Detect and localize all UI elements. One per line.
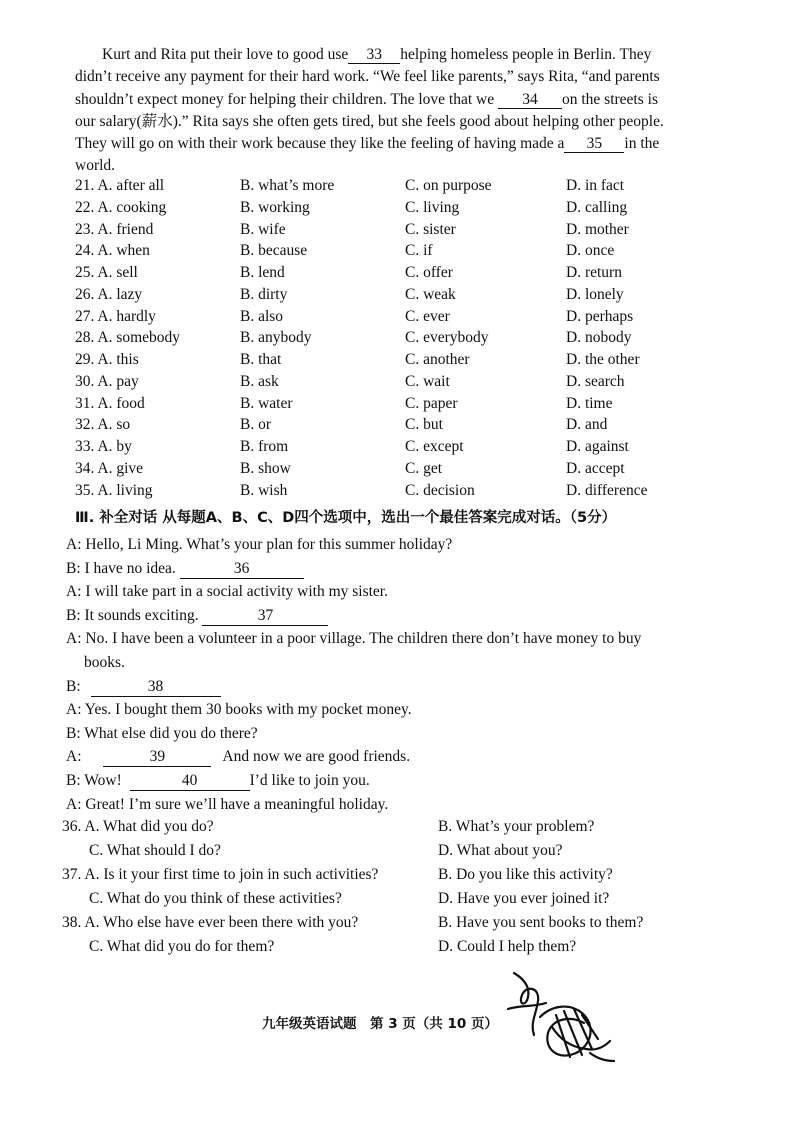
dialog-line: B: 38	[66, 675, 716, 699]
passage-line: world.	[75, 157, 116, 175]
blank-33: 33	[348, 47, 400, 64]
page-footer: 九年级英语试题 第 3 页（共 10 页）	[262, 1016, 498, 1032]
dialog-line: A: I will take part in a social activity with my sister.	[66, 583, 388, 601]
reading-passage	[75, 44, 707, 178]
blank-36: 36	[180, 560, 304, 579]
passage-line: shouldn’t expect money for helping their children. The love that we 34 on the streets is	[75, 90, 658, 108]
dialog-line: A: Yes. I bought them 30 books with my pocket money.	[66, 701, 412, 719]
blank-34: 34	[498, 92, 562, 109]
passage-line: They will go on with their work because they like the feeling of having made a 35 in the	[75, 135, 660, 153]
passage-line: Kurt and Rita put their love to good use 33 helping homeless people in Berlin. They	[102, 46, 652, 63]
blank-40: 40	[130, 772, 250, 791]
dialog-line: B: I have no idea. 36	[66, 557, 716, 581]
dialog-line: B: What else did you do there?	[66, 724, 258, 742]
section-heading: Ⅲ. 补全对话 从每题A、B、C、D四个选项中，选出一个最佳答案完成对话。（5分）	[75, 510, 617, 526]
blank-37: 37	[202, 607, 328, 626]
passage-line: didn’t receive any payment for their hard work. “We feel like parents,” says Rita, “and parents	[75, 68, 660, 86]
dialog-line: books.	[84, 653, 125, 671]
dialogue	[66, 533, 716, 816]
passage-line: our salary(薪水).” Rita says she often gets tired, but she feels good about helping other people.	[75, 112, 664, 130]
dialog-line: A: No. I have been a volunteer in a poor village. The children there don’t have money to buy	[66, 630, 642, 648]
blank-39: 39	[103, 748, 211, 767]
dialog-line: B: It sounds exciting. 37	[66, 604, 716, 628]
dialog-line: B: Wow! 40 I’d like to join you.	[66, 771, 370, 789]
blank-38: 38	[91, 678, 221, 697]
dialog-line: A: Hello, Li Ming. What’s your plan for this summer holiday?	[66, 536, 453, 553]
blank-35: 35	[564, 136, 624, 153]
dialog-line: A: 39 And now we are good friends.	[66, 748, 411, 766]
exam-page: Kurt and Rita put their love to good use 33 helping homeless people in Berlin. They didn’t receive any payment for their hard work. “We feel like parents,” says Rita, “and parents shouldn’t expect money for helping their children. The love that we 34 on the streets is our salary(薪水).” Rita says she often gets tired, but she feels good about helping other people. They will go on with their work because they like the feeling of having made a 35 in the world. 21. A. after all B. what’s more C. on purpose D. in fact 22. A. cooking B. working C. living D. calling 23. A. friend B. wife C. sister D. mother 24. A. when B. because C. if D. once 25. A. sell B. lend C. offer D. return 26. A. lazy B. dirty C. weak D. lonely 27. A. hardly B. also C. ever D. perhaps 28. A. somebody B. anybody C. everybody D. nobody 29. A. this B. that C. another D. the other 30. A. pay B. ask C. wait D. search 31. A. food B. water C. paper D. time 32. A. so B. or C. but D. and 33. A. by B. from C. except D. against 34. A. give B. show C. get D. accept 35. A. living B. wish C. decision D. difference Ⅲ. 补全对话 从每题A、B、C、D四个选项中，选出一个最佳答案完成对话。（5分） A: Hello, Li Ming. What’s your plan for this summer holiday? B: I have no idea. 36 A: I will take part in a social activity with my sister. B: It sounds exciting. 37 A: No. I have been a volunteer in a poor village. The children there don’t have money to buy books. B: 38 A: Yes. I bought them 30 books with my pocket money. B: What else did you do there? A: 39 And now we are good friends. B: Wow! 40 I’d like to join you. A: Great! I’m sure we’ll have a meaningful holiday. 36. A. What did you do? B. What’s your problem? C. What should I do? D. What about you? 37. A. Is it your first time to join in such activities? B. Do you like this activity? C. What do you think of these activities? D. Have you ever joined it? 38. A. Who else have ever been there with you? B. Have you sent books to them? C. What did you do for them? D. Could I help them? 九年级英语试题 第 3 页（共 10 页）	[0, 0, 794, 1123]
handwritten-signature	[500, 965, 620, 1070]
dialog-line: A: Great! I’m sure we’ll have a meaningful holiday.	[66, 795, 389, 813]
